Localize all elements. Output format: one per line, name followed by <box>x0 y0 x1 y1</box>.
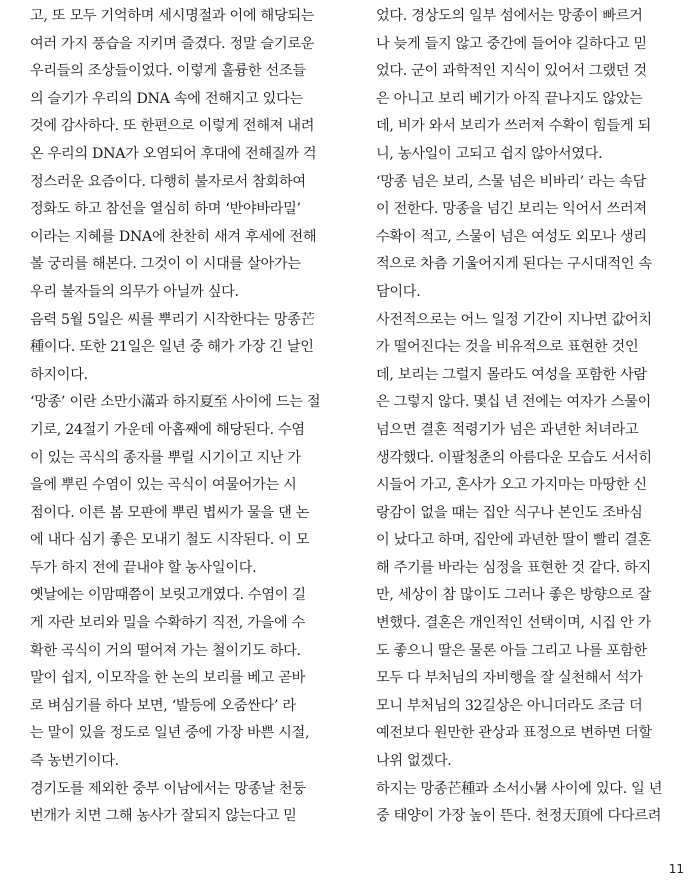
text-line: 만, 세상이 참 많이도 그러나 좋은 방향으로 잘 <box>376 587 651 604</box>
text-line: 볼 궁리를 해본다. 그것이 이 시대를 살아가는 <box>30 256 301 273</box>
paragraph <box>30 389 325 582</box>
text-line: 예전보다 원만한 관상과 표정으로 변하면 더할 <box>376 725 652 742</box>
text-line: 사전적으로는 어느 일정 기간이 지나면 값어치 <box>376 311 652 328</box>
text-line: 이 있는 곡식의 종자를 뿌릴 시기이고 지난 가 <box>30 449 301 466</box>
text-line: 적으로 차츰 기울어지게 된다는 구시대적인 속 <box>376 256 652 273</box>
text-line: 것에 감사하다. 또 한편으로 이렇게 전해져 내려 <box>30 118 315 135</box>
paragraph <box>376 307 671 776</box>
text-line: ‘망종’ 이란 소만小滿과 하지夏至 사이에 드는 절 <box>30 394 321 411</box>
text-line: 은 아니고 보리 베기가 아직 끝나지도 않았는 <box>376 90 643 107</box>
left-column <box>30 3 325 831</box>
text-line: 고, 또 모두 기억하며 세시명절과 이에 해당되는 <box>30 8 315 24</box>
text-line: 변했다. 결혼은 개인적인 선택이며, 시집 안 가 <box>376 615 651 632</box>
right-column <box>376 3 671 831</box>
text-line: 즉 농번기이다. <box>30 753 119 770</box>
text-line: 이 났다고 하며, 집안에 과년한 딸이 빨리 결혼 <box>376 532 651 549</box>
text-line: 두가 하지 전에 끝내야 할 농사일이다. <box>30 559 257 576</box>
paragraph <box>30 307 325 390</box>
text-line: 가 떨어진다는 것을 비유적으로 표현한 것인 <box>376 339 639 356</box>
text-line: 해 주기를 바라는 심정을 표현한 것 같다. 하지 <box>376 559 651 576</box>
text-line: 데, 보리는 그럴지 몰라도 여성을 포함한 사람 <box>376 366 647 383</box>
text-line: 정스러운 요즘이다. 다행히 불자로서 참회하여 <box>30 173 306 190</box>
text-line: 이 전한다. 망종을 넘긴 보리는 익어서 쓰러져 <box>376 201 647 218</box>
text-line: 은 그렇지 않다. 몇십 년 전에는 여자가 스물이 <box>376 394 651 411</box>
text-line: 담이다. <box>376 283 421 300</box>
text-line: 우리들의 조상들이었다. 이렇게 훌륭한 선조들 <box>30 63 306 80</box>
text-line: 하지는 망종芒種과 소서小暑 사이에 있다. 일 년 <box>376 780 663 797</box>
text-line: 모두 다 부처님의 자비행을 잘 실천해서 석가 <box>376 670 643 687</box>
text-line: 생각했다. 이팔청춘의 아름다운 모습도 서서히 <box>376 449 652 466</box>
text-line: 옛날에는 이맘때쯤이 보릿고개였다. 수염이 길 <box>30 587 306 604</box>
text-line: 의 슬기가 우리의 DNA 속에 전해지고 있다는 <box>30 90 303 107</box>
text-line: 정화도 하고 참선을 열심히 하며 ‘반야바라밀’ <box>30 201 301 218</box>
text-line: 로 벼심기를 하다 보면, ‘발등에 오줌싼다’ 라 <box>30 697 296 714</box>
text-line: 는 말이 있을 정도로 일년 중에 가장 바쁜 시절, <box>30 725 310 742</box>
text-line: 음력 5월 5일은 씨를 뿌리기 시작한다는 망종芒 <box>30 311 315 328</box>
text-line: 중 태양이 가장 높이 뜬다. 천정天頂에 다다르려 <box>376 808 662 825</box>
text-line: 랑감이 없을 때는 집안 식구나 본인도 조바심 <box>376 504 643 521</box>
paragraph <box>376 169 671 307</box>
text-line: 점이다. 이른 봄 모판에 뿌린 볍씨가 물을 댄 논 <box>30 504 310 521</box>
text-line: 었다. 군이 과학적인 지식이 있어서 그랬던 것 <box>376 63 647 80</box>
text-line: ‘망종 넘은 보리, 스물 넘은 비바리’ 라는 속담 <box>376 173 646 190</box>
paragraph <box>30 776 325 831</box>
text-line: 었다. 경상도의 일부 섬에서는 망종이 빠르거 <box>376 8 643 24</box>
text-line: 우리 불자들의 의무가 아닐까 싶다. <box>30 283 239 300</box>
text-line: 種이다. 또한 21일은 일년 중 해가 가장 긴 날인 <box>30 339 314 356</box>
paragraph <box>376 776 671 831</box>
text-line: 모니 부처님의 32길상은 아니더라도 조금 더 <box>376 697 643 714</box>
text-line: 기로, 24절기 가운데 아홉째에 해당된다. 수염 <box>30 421 305 438</box>
text-line: 게 자란 보리와 밀을 수확하기 직전, 가을에 수 <box>30 615 305 632</box>
text-line: 도 좋으니 딸은 물론 아들 그리고 나를 포함한 <box>376 642 647 659</box>
text-line: 에 내다 심기 좋은 모내기 철도 시작된다. 이 모 <box>30 532 310 549</box>
text-line: 말이 쉽지, 이모작을 한 논의 보리를 베고 곧바 <box>30 670 305 687</box>
paragraph <box>30 582 325 775</box>
text-line: 수확이 적고, 스물이 넘은 여성도 외모나 생리 <box>376 228 647 245</box>
text-line: 경기도를 제외한 중부 이남에서는 망종날 천둥 <box>30 780 306 797</box>
paragraph <box>30 3 325 307</box>
text-line: 온 우리의 DNA가 오염되어 후대에 전해질까 걱 <box>30 145 317 162</box>
text-line: 나 늦게 들지 않고 중간에 들어야 길하다고 믿 <box>376 35 647 52</box>
text-line: 번개가 치면 그해 농사가 잘되지 않는다고 믿 <box>30 808 297 825</box>
text-line: 데, 비가 와서 보리가 쓰러져 수확이 힘들게 되 <box>376 118 651 135</box>
text-line: 확한 곡식이 거의 떨어져 가는 철이기도 하다. <box>30 642 301 659</box>
text-line: 이라는 지혜를 DNA에 찬찬히 새겨 후세에 전해 <box>30 228 317 245</box>
text-line: 나위 없겠다. <box>376 753 452 770</box>
paragraph <box>376 3 671 169</box>
page-number: 11 <box>668 862 684 876</box>
text-line: 니, 농사일이 고되고 쉽지 않아서였다. <box>376 145 603 162</box>
text-line: 시들어 가고, 혼사가 오고 가지마는 마땅한 신 <box>376 477 647 494</box>
text-line: 하지이다. <box>30 366 88 383</box>
text-line: 넘으면 결혼 적령기가 넘은 과년한 처녀라고 <box>376 421 639 438</box>
text-line: 을에 뿌린 수염이 있는 곡식이 여물어가는 시 <box>30 477 297 494</box>
text-line: 여러 가지 풍습을 지키며 즐겼다. 정말 슬기로운 <box>30 35 315 52</box>
